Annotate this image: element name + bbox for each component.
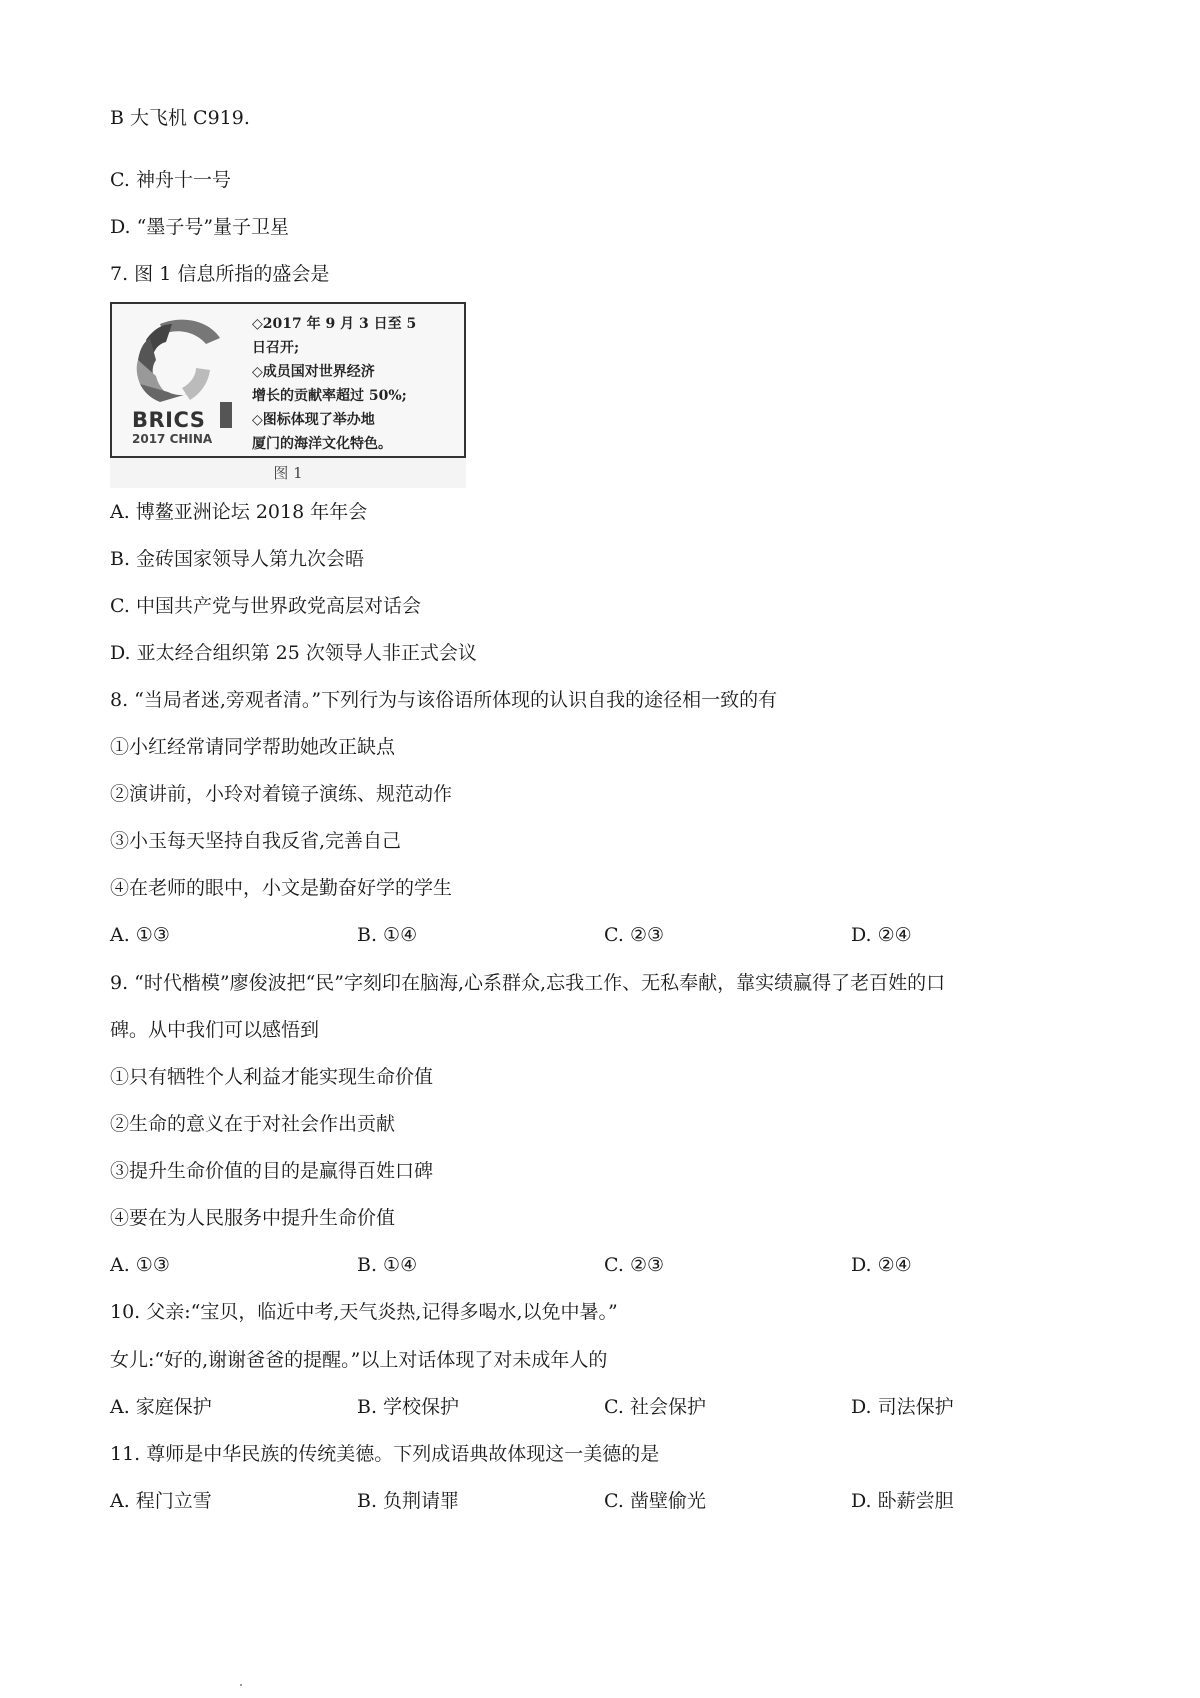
q11-option-a: A. 程门立雪 [110,1490,212,1512]
figure-info-text [252,312,458,456]
q9-item: ③提升生命价值的目的是赢得百姓口碑 [110,1160,434,1182]
q10-option-a: A. 家庭保护 [110,1396,212,1418]
q8-item: ②演讲前，小玲对着镜子演练、规范动作 [110,783,453,805]
q9-option-c: C. ②③ [604,1254,665,1276]
q11-option-b: B. 负荆请罪 [357,1490,460,1512]
q9-option-a: A. ①③ [110,1254,170,1276]
q8-option-c: C. ②③ [604,924,665,946]
info-line: 日召开; [252,340,300,356]
figure-frame [110,302,466,458]
q9-item: ①只有牺牲个人利益才能实现生命价值 [110,1066,434,1088]
q10-option-d: D. 司法保护 [851,1396,954,1418]
info-line: ◇成员国对世界经济 [252,364,375,380]
q9-item: ④要在为人民服务中提升生命价值 [110,1207,396,1229]
q7-stem: 7. 图 1 信息所指的盛会是 [110,263,330,285]
q9-stem-line1: 9. “时代楷模”廖俊波把“民”字刻印在脑海,心系群众,忘我工作、无私奉献，靠实绩赢得了老百姓的口 [110,972,946,994]
q8-item: ③小玉每天坚持自我反省,完善自己 [110,830,402,852]
q8-stem: 8. “当局者迷,旁观者清。”下列行为与该俗语所体现的认识自我的途径相一致的有 [110,689,778,711]
page-dot [240,1684,242,1686]
q8-option-d: D. ②④ [851,924,912,946]
info-line: ◇2017 年 9 月 3 日至 5 [252,316,417,332]
q8-item: ④在老师的眼中，小文是勤奋好学的学生 [110,877,453,899]
q7-option-c: C. 中国共产党与世界政党高层对话会 [110,595,421,617]
q11-option-d: D. 卧薪尝胆 [851,1490,954,1512]
q10-line2: 女儿:“好的,谢谢爸爸的提醒。”以上对话体现了对未成年人的 [110,1349,608,1371]
q9-stem-line2: 碑。从中我们可以感悟到 [110,1019,320,1041]
q10-line1: 10. 父亲:“宝贝，临近中考,天气炎热,记得多喝水,以免中暑。” [110,1301,618,1323]
q10-option-c: C. 社会保护 [604,1396,706,1418]
q6-option-b: B 大飞机 C919. [110,107,250,129]
q11-stem: 11. 尊师是中华民族的传统美德。下列成语典故体现这一美德的是 [110,1443,660,1465]
q7-option-a: A. 博鳌亚洲论坛 2018 年年会 [110,501,368,523]
q8-option-a: A. ①③ [110,924,170,946]
q8-option-b: B. ①④ [357,924,418,946]
brics-figure [110,302,466,488]
q7-option-d: D. 亚太经合组织第 25 次领导人非正式会议 [110,642,477,664]
brics-logo-subtext: 2017 CHINA [132,432,213,446]
q6-option-d: D. “墨子号”量子卫星 [110,216,290,238]
q7-option-b: B. 金砖国家领导人第九次会晤 [110,548,365,570]
q11-option-c: C. 凿壁偷光 [604,1490,706,1512]
info-line: 厦门的海洋文化特色。 [252,436,392,452]
q9-option-d: D. ②④ [851,1254,912,1276]
q8-item: ①小红经常请同学帮助她改正缺点 [110,736,396,758]
figure-caption: 图 1 [273,464,303,482]
q9-item: ②生命的意义在于对社会作出贡献 [110,1113,396,1135]
q6-option-c: C. 神舟十一号 [110,169,231,191]
info-line: ◇图标体现了举办地 [252,412,375,428]
info-line: 增长的贡献率超过 50%; [252,388,407,404]
q10-option-b: B. 学校保护 [357,1396,460,1418]
brics-logo-text: BRICS [132,408,206,432]
q9-option-b: B. ①④ [357,1254,418,1276]
